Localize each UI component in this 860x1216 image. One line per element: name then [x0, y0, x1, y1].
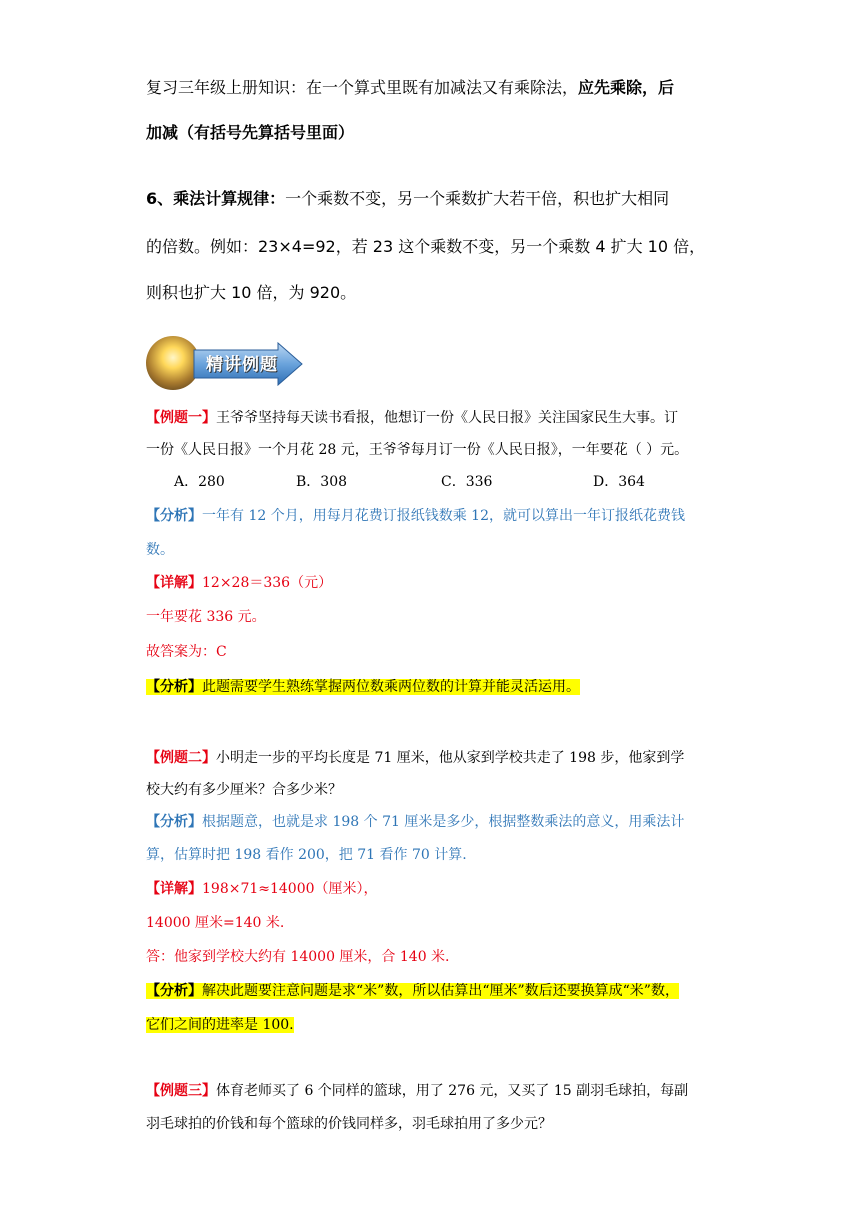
ex1-analysis-line1: 【分析】一年有 12 个月，用每月花费订报纸钱数乘 12，就可以算出一年订报纸花费钱 — [146, 508, 685, 524]
ex2-note-line1: 【分析】解决此题要注意问题是求“米”数，所以估算出“厘米”数后还要换算成“米”数， — [146, 983, 679, 999]
ex1-detail-line1: 【详解】12×28＝336（元） — [146, 575, 333, 591]
review-paragraph-line1: 复习三年级上册知识：在一个算式里既有加减法又有乘除法，应先乘除，后 — [146, 78, 675, 97]
option-d: D．364 — [593, 474, 645, 490]
ex2-question-line1: 【例题二】小明走一步的平均长度是 71 厘米，他从家到学校共走了 198 步，他家到学 — [146, 750, 685, 766]
ex2-detail-line2: 14000 厘米=140 米. — [146, 915, 285, 931]
option-b: B．308 — [296, 474, 348, 490]
option-c: C．336 — [441, 474, 493, 490]
ex2-analysis-line1: 【分析】根据题意，也就是求 198 个 71 厘米是多少，根据整数乘法的意义，用乘法计 — [146, 814, 685, 830]
ex2-answer: 答：他家到学校大约有 14000 厘米，合 140 米. — [146, 949, 450, 965]
ex1-note: 【分析】此题需要学生熟练掌握两位数乘两位数的计算并能灵活运用。 — [146, 679, 580, 695]
ex2-detail-line1: 【详解】198×71≈14000（厘米）， — [146, 881, 378, 897]
ex3-question-line1: 【例题三】体育老师买了 6 个同样的篮球，用了 276 元，又买了 15 副羽毛球拍，每副 — [146, 1083, 689, 1099]
banner-label: 精讲例题 — [206, 355, 278, 375]
ex2-question-line2: 校大约有多少厘米？合多少米？ — [146, 782, 342, 798]
option-a: A．280 — [174, 474, 225, 490]
rule-line1: 6、乘法计算规律：一个乘数不变，另一个乘数扩大若干倍，积也扩大相同 — [146, 189, 670, 208]
ex1-detail-line2: 一年要花 336 元。 — [146, 609, 266, 625]
examples-banner — [146, 336, 306, 392]
ex1-analysis-line2: 数。 — [146, 542, 174, 558]
rule-line3: 则积也扩大 10 倍，为 920。 — [146, 283, 357, 302]
rule-line2: 的倍数。例如：23×4=92，若 23 这个乘数不变，另一个乘数 4 扩大 10 倍， — [146, 237, 706, 256]
ex2-note-line2: 它们之间的进率是 100. — [146, 1017, 294, 1033]
ex3-question-line2: 羽毛球拍的价钱和每个篮球的价钱同样多，羽毛球拍用了多少元？ — [146, 1116, 552, 1132]
ex1-question-line1: 【例题一】王爷爷坚持每天读书看报，他想订一份《人民日报》关注国家民生大事。订 — [146, 410, 678, 426]
review-paragraph-line2: 加减（有括号先算括号里面） — [146, 123, 355, 142]
ex1-answer: 故答案为：C — [146, 644, 227, 660]
ex1-question-line2: 一份《人民日报》一个月花 28 元，王爷爷每月订一份《人民日报》，一年要花（ ）元。 — [146, 442, 689, 458]
ex2-analysis-line2: 算，估算时把 198 看作 200，把 71 看作 70 计算. — [146, 847, 467, 863]
ex1-options — [174, 467, 645, 497]
